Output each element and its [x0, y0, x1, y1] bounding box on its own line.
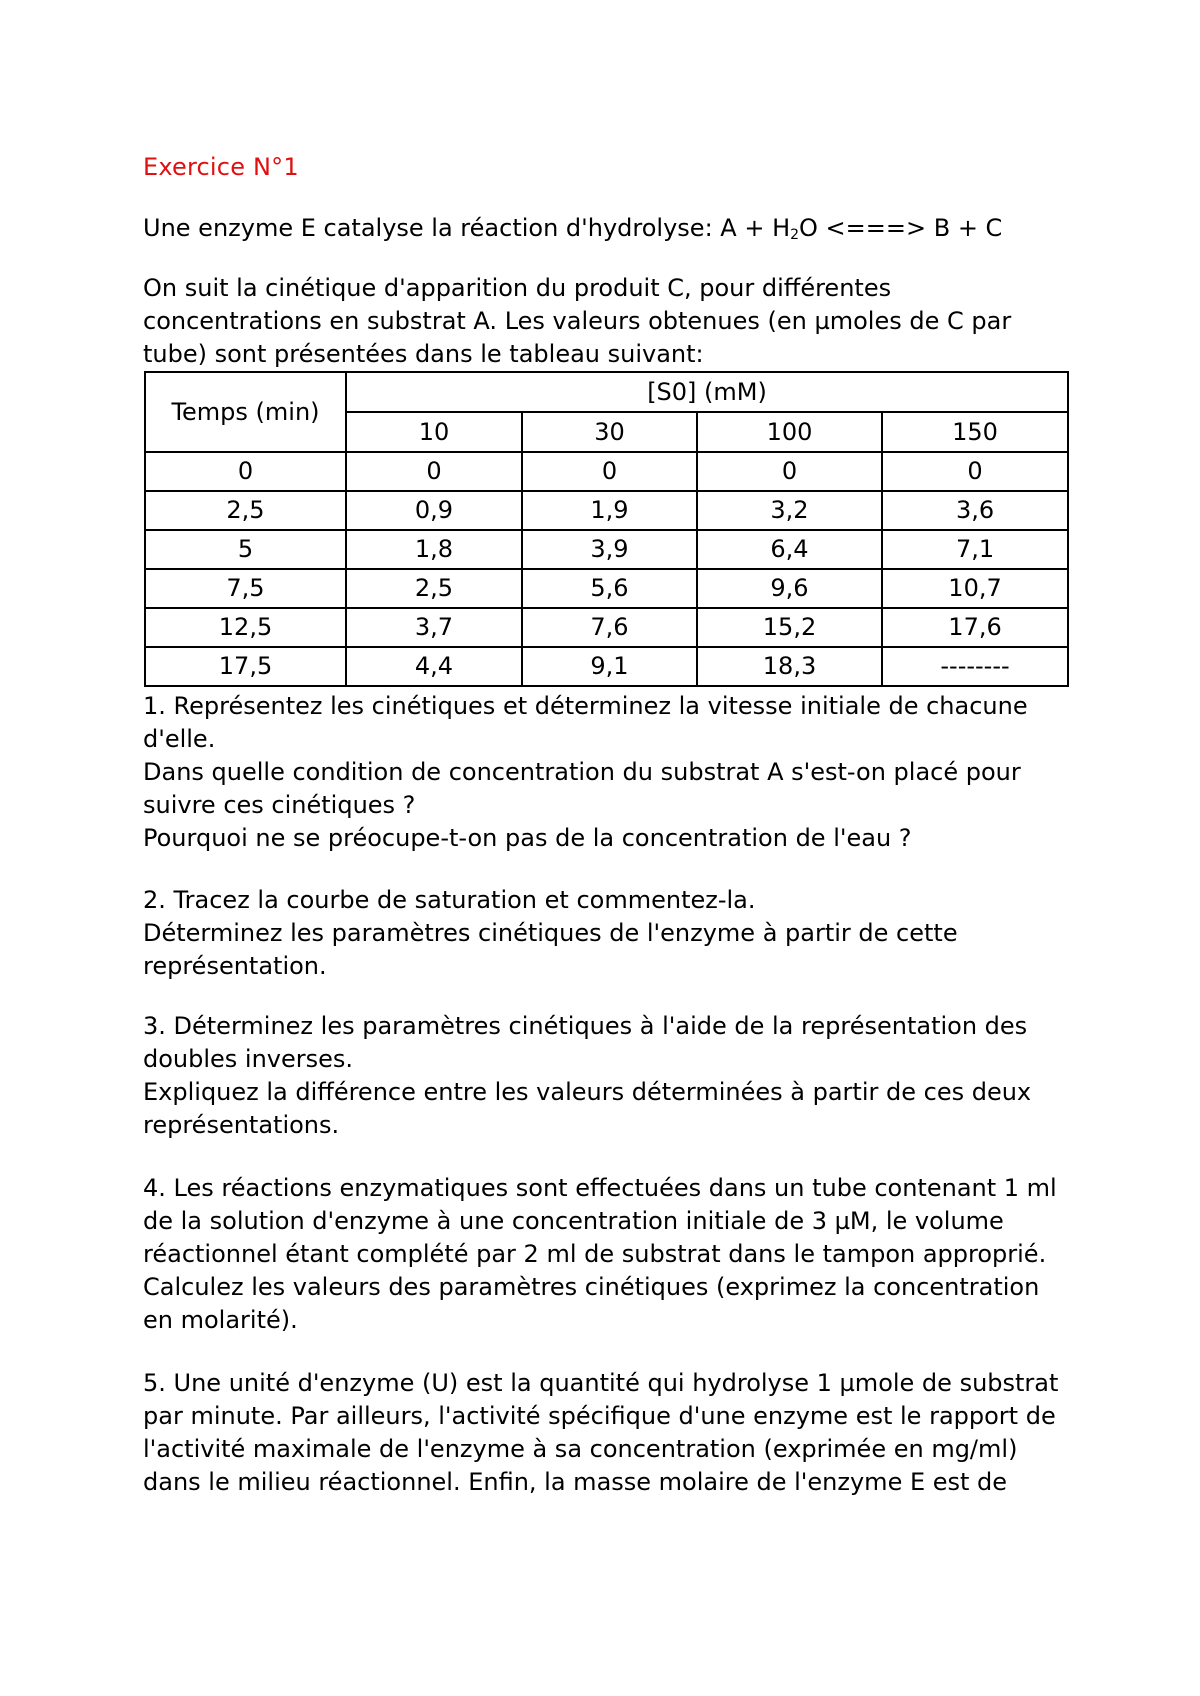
question-4-line: de la solution d'enzyme à une concentration initiale de 3 µM, le volume	[143, 1207, 1004, 1235]
value-cell: 9,6	[697, 569, 882, 608]
concentration-header: 100	[697, 412, 882, 452]
time-cell: 12,5	[145, 608, 346, 647]
question-3-line: doubles inverses.	[143, 1045, 354, 1073]
concentration-header: 150	[882, 412, 1068, 452]
value-cell: 0	[522, 452, 697, 491]
value-cell: 9,1	[522, 647, 697, 686]
intro-line-1: On suit la cinétique d'apparition du produit C, pour différentes	[143, 274, 892, 302]
value-cell: 17,6	[882, 608, 1068, 647]
value-cell: 0	[697, 452, 882, 491]
concentration-header: 30	[522, 412, 697, 452]
value-cell: 0,9	[346, 491, 522, 530]
question-4-line: en molarité).	[143, 1306, 298, 1334]
question-1-line: suivre ces cinétiques ?	[143, 791, 416, 819]
question-3-line: Expliquez la différence entre les valeurs déterminées à partir de ces deux	[143, 1078, 1032, 1106]
question-3-line: représentations.	[143, 1111, 340, 1139]
value-cell: 5,6	[522, 569, 697, 608]
table-row	[145, 647, 1068, 686]
question-5-line: 5. Une unité d'enzyme (U) est la quantité qui hydrolyse 1 µmole de substrat	[143, 1369, 1059, 1397]
question-1-line: Dans quelle condition de concentration du substrat A s'est-on placé pour	[143, 758, 1021, 786]
table-row	[145, 452, 1068, 491]
question-1-line: Pourquoi ne se préocupe-t-on pas de la concentration de l'eau ?	[143, 824, 912, 852]
question-5-line: par minute. Par ailleurs, l'activité spécifique d'une enzyme est le rapport de	[143, 1402, 1056, 1430]
reaction-text-end: O <===> B + C	[799, 214, 1003, 242]
value-cell: 7,6	[522, 608, 697, 647]
reaction-statement	[143, 212, 1002, 245]
question-3-line: 3. Déterminez les paramètres cinétiques à l'aide de la représentation des	[143, 1012, 1028, 1040]
question-4-line: Calculez les valeurs des paramètres cinétiques (exprimez la concentration	[143, 1273, 1040, 1301]
value-cell: 15,2	[697, 608, 882, 647]
intro-line-2: concentrations en substrat A. Les valeurs obtenues (en µmoles de C par	[143, 307, 1012, 335]
value-cell: 0	[346, 452, 522, 491]
time-cell: 17,5	[145, 647, 346, 686]
question-5-line: dans le milieu réactionnel. Enfin, la masse molaire de l'enzyme E est de	[143, 1468, 1008, 1496]
reaction-subscript: 2	[790, 227, 800, 243]
question-5-line: l'activité maximale de l'enzyme à sa concentration (exprimée en mg/ml)	[143, 1435, 1018, 1463]
question-4-line: réactionnel étant complété par 2 ml de substrat dans le tampon approprié.	[143, 1240, 1047, 1268]
time-cell: 2,5	[145, 491, 346, 530]
time-cell: 0	[145, 452, 346, 491]
value-cell: 2,5	[346, 569, 522, 608]
intro-line-3: tube) sont présentées dans le tableau suivant:	[143, 340, 704, 368]
value-cell: 1,8	[346, 530, 522, 569]
value-cell: 0	[882, 452, 1068, 491]
question-4-line: 4. Les réactions enzymatiques sont effectuées dans un tube contenant 1 ml	[143, 1174, 1057, 1202]
table-row	[145, 530, 1068, 569]
value-cell: 6,4	[697, 530, 882, 569]
value-cell: 3,9	[522, 530, 697, 569]
exercise-title: Exercice N°1	[143, 153, 299, 181]
value-cell: 3,2	[697, 491, 882, 530]
kinetics-table	[144, 371, 1069, 687]
time-cell: 5	[145, 530, 346, 569]
table-row	[145, 491, 1068, 530]
table-row	[145, 569, 1068, 608]
value-cell: 18,3	[697, 647, 882, 686]
value-cell: 10,7	[882, 569, 1068, 608]
time-column-header: Temps (min)	[145, 372, 346, 452]
value-cell: 3,7	[346, 608, 522, 647]
time-cell: 7,5	[145, 569, 346, 608]
reaction-text-start: Une enzyme E catalyse la réaction d'hydrolyse: A + H	[143, 214, 791, 242]
value-cell: --------	[882, 647, 1068, 686]
value-cell: 7,1	[882, 530, 1068, 569]
question-1-line: 1. Représentez les cinétiques et déterminez la vitesse initiale de chacune	[143, 692, 1028, 720]
question-2-line: 2. Tracez la courbe de saturation et commentez-la.	[143, 886, 756, 914]
value-cell: 4,4	[346, 647, 522, 686]
value-cell: 3,6	[882, 491, 1068, 530]
value-cell: 1,9	[522, 491, 697, 530]
table-row	[145, 608, 1068, 647]
question-2-line: représentation.	[143, 952, 327, 980]
question-1-line: d'elle.	[143, 725, 216, 753]
question-2-line: Déterminez les paramètres cinétiques de l'enzyme à partir de cette	[143, 919, 958, 947]
concentration-header: 10	[346, 412, 522, 452]
concentration-group-header: [S0] (mM)	[346, 372, 1068, 412]
